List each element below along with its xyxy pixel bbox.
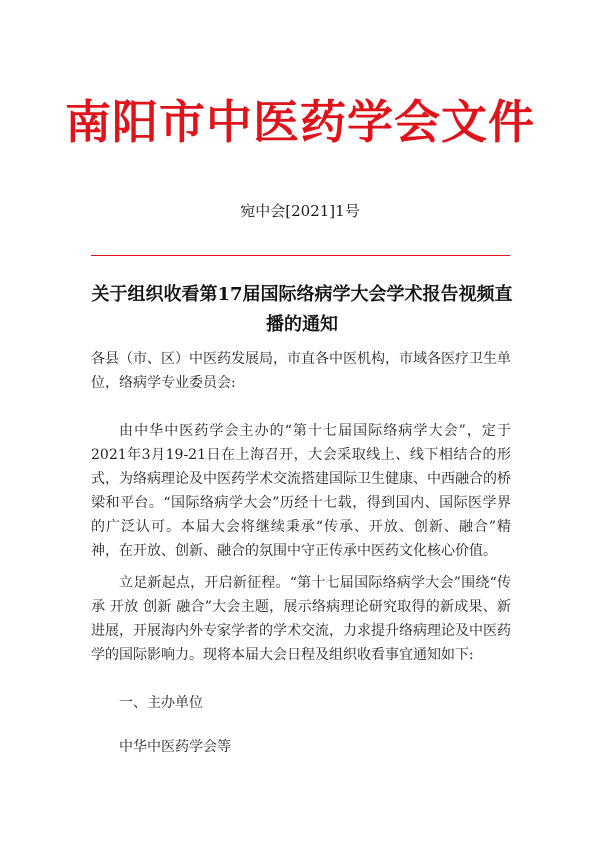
masthead-title: 南阳市中医药学会文件 [65,95,535,149]
body-paragraph-2: 立足新起点，开启新征程。“第十七届国际络病学大会”围绕“传承 开放 创新 融合”大会主题，展示络病理论研究取得的新成果、新进展，开展海内外专家学者的学术交流，力求提升络病理论及中医药学的国际影响力。现将本届大会日程及组织收看事宜通知如下: [91,575,511,663]
section-content-organizer: 中华中医药学会等 [119,739,231,755]
body-paragraph-1: 由中华中医药学会主办的“第十七届国际络病学大会”，定于2021年3月19-21日在上海召开，大会采取线上、线下相结合的形式，为络病理论及中医药学术交流搭建国际卫生健康、中西融合的桥梁和平台。“国际络病学大会”历经十七载，得到国内、国际医学界的广泛认可。本届大会将继续秉承“传承、开放、创新、融合”精神，在开放、创新、融合的氛围中守正传承中医药文化核心价值。 [91,423,511,559]
document-number: 宛中会[2021]1号 [240,202,360,220]
recipients-line: 各县（市、区）中医药发展局，市直各中医机构，市域各医疗卫生单位，络病学专业委员会: [91,351,511,391]
section-heading-organizer: 一、主办单位 [119,695,203,711]
document-title: 关于组织收看第17届国际络病学大会学术报告视频直播的通知 [91,284,513,335]
red-divider-line [91,255,510,256]
